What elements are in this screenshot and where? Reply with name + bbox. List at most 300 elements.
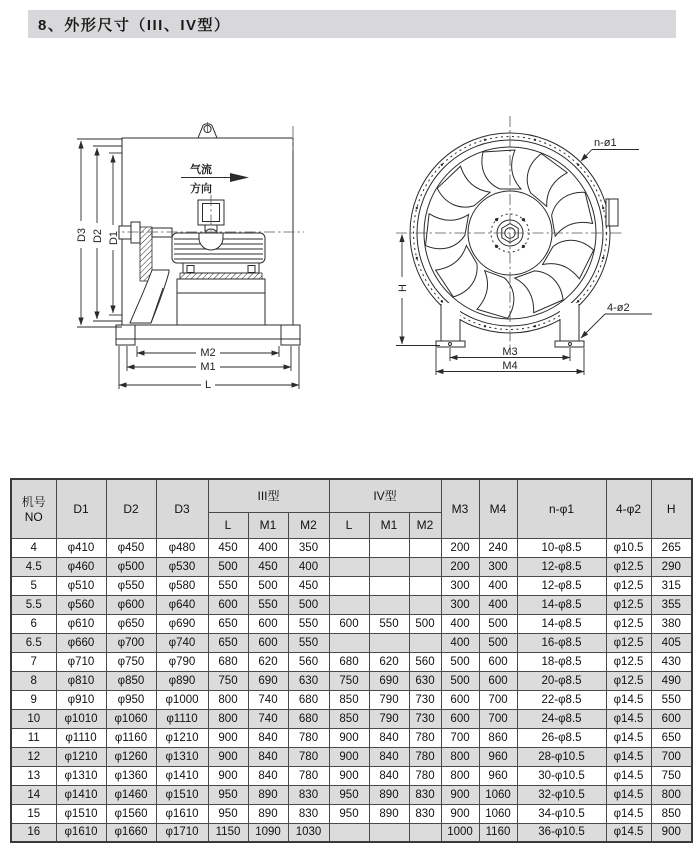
- table-cell: 900: [651, 823, 692, 842]
- table-cell: 790: [369, 709, 409, 728]
- table-cell: φ1210: [156, 728, 208, 747]
- table-cell: 700: [651, 747, 692, 766]
- table-cell: 20-φ8.5: [517, 671, 606, 690]
- table-cell: [369, 633, 409, 652]
- table-cell: 680: [329, 652, 369, 671]
- table-cell: 900: [208, 747, 248, 766]
- table-cell: φ660: [56, 633, 106, 652]
- table-row: [11, 576, 692, 595]
- table-cell: 780: [409, 766, 441, 785]
- table-cell: 800: [441, 747, 479, 766]
- table-cell: 840: [369, 728, 409, 747]
- table-cell: 12-φ8.5: [517, 557, 606, 576]
- table-cell: 12-φ8.5: [517, 576, 606, 595]
- table-cell: φ410: [56, 538, 106, 557]
- table-cell: φ1410: [56, 785, 106, 804]
- junction-box-edge: [606, 199, 618, 226]
- table-cell: [369, 823, 409, 842]
- table-cell: 12: [11, 747, 56, 766]
- header-iv-m1: M1: [369, 512, 409, 538]
- dim-label-l: L: [204, 379, 212, 391]
- table-header: [11, 479, 692, 538]
- table-cell: 840: [248, 728, 288, 747]
- table-cell: φ500: [106, 557, 156, 576]
- table-cell: 900: [208, 728, 248, 747]
- header-d2: D2: [106, 479, 156, 538]
- table-cell: 700: [441, 728, 479, 747]
- table-cell: 780: [409, 728, 441, 747]
- table-cell: 315: [651, 576, 692, 595]
- header-m4: M4: [479, 479, 517, 538]
- table-cell: [329, 576, 369, 595]
- table-cell: 550: [651, 690, 692, 709]
- table-cell: 24-φ8.5: [517, 709, 606, 728]
- table-cell: 780: [288, 766, 329, 785]
- table-cell: [329, 633, 369, 652]
- table-cell: 700: [479, 709, 517, 728]
- table-cell: φ1000: [156, 690, 208, 709]
- table-row: [11, 747, 692, 766]
- table-row: [11, 785, 692, 804]
- table-cell: φ1660: [106, 823, 156, 842]
- table-cell: 26-φ8.5: [517, 728, 606, 747]
- table-cell: φ12.5: [606, 671, 651, 690]
- table-cell: φ14.5: [606, 690, 651, 709]
- table-cell: 960: [479, 747, 517, 766]
- table-cell: φ1110: [156, 709, 208, 728]
- table-cell: 600: [208, 595, 248, 614]
- table-cell: 750: [208, 671, 248, 690]
- table-cell: φ14.5: [606, 766, 651, 785]
- table-cell: φ1010: [56, 709, 106, 728]
- table-cell: 600: [479, 652, 517, 671]
- table-cell: [329, 538, 369, 557]
- table-cell: 680: [288, 690, 329, 709]
- table-cell: 5: [11, 576, 56, 595]
- table-cell: 32-φ10.5: [517, 785, 606, 804]
- table-cell: 200: [441, 557, 479, 576]
- table-cell: 800: [208, 709, 248, 728]
- dim-label-m1: M1: [200, 361, 216, 373]
- table-cell: [409, 557, 441, 576]
- table-cell: 740: [248, 690, 288, 709]
- table-cell: φ530: [156, 557, 208, 576]
- header-iii-l: L: [208, 512, 248, 538]
- hub-and-support: [119, 222, 172, 323]
- dim-label-d3: D3: [76, 227, 88, 243]
- table-cell: 300: [441, 595, 479, 614]
- table-cell: 900: [208, 766, 248, 785]
- table-cell: 630: [409, 671, 441, 690]
- table-cell: φ14.5: [606, 823, 651, 842]
- table-cell: 890: [248, 804, 288, 823]
- header-m3: M3: [441, 479, 479, 538]
- table-cell: φ610: [56, 614, 106, 633]
- dim-label-d2: D2: [92, 228, 104, 244]
- table-cell: [409, 633, 441, 652]
- dimension-drawing: [0, 55, 700, 475]
- table-cell: 400: [441, 614, 479, 633]
- table-cell: 650: [651, 728, 692, 747]
- table-cell: 1030: [288, 823, 329, 842]
- motor: [172, 233, 265, 325]
- table-cell: [329, 557, 369, 576]
- table-cell: 10: [11, 709, 56, 728]
- table-cell: φ690: [156, 614, 208, 633]
- table-cell: φ580: [156, 576, 208, 595]
- table-cell: 450: [288, 576, 329, 595]
- table-cell: 34-φ10.5: [517, 804, 606, 823]
- table-cell: 265: [651, 538, 692, 557]
- table-cell: 830: [409, 804, 441, 823]
- front-bottom-dimensions: [436, 346, 584, 375]
- table-cell: [409, 576, 441, 595]
- table-cell: 600: [329, 614, 369, 633]
- table-cell: 780: [409, 747, 441, 766]
- table-cell: 700: [479, 690, 517, 709]
- table-row: [11, 652, 692, 671]
- table-cell: 850: [329, 709, 369, 728]
- table-cell: 650: [208, 633, 248, 652]
- table-cell: [409, 538, 441, 557]
- table-cell: 550: [208, 576, 248, 595]
- table-cell: φ12.5: [606, 557, 651, 576]
- table-cell: 5.5: [11, 595, 56, 614]
- table-cell: φ810: [56, 671, 106, 690]
- table-cell: φ700: [106, 633, 156, 652]
- section-title-bar: [28, 10, 676, 38]
- table-cell: φ480: [156, 538, 208, 557]
- table-cell: 18-φ8.5: [517, 652, 606, 671]
- table-cell: 900: [329, 747, 369, 766]
- header-n-phi1: n-φ1: [517, 479, 606, 538]
- table-cell: φ12.5: [606, 633, 651, 652]
- table-cell: 450: [208, 538, 248, 557]
- table-cell: 600: [248, 614, 288, 633]
- table-row: [11, 633, 692, 652]
- table-row: [11, 671, 692, 690]
- table-cell: 960: [479, 766, 517, 785]
- table-cell: 830: [288, 804, 329, 823]
- table-cell: 400: [479, 595, 517, 614]
- table-cell: 890: [248, 785, 288, 804]
- table-cell: φ12.5: [606, 595, 651, 614]
- table-cell: [409, 823, 441, 842]
- table-cell: φ1460: [106, 785, 156, 804]
- table-cell: 28-φ10.5: [517, 747, 606, 766]
- header-iii-m2: M2: [288, 512, 329, 538]
- table-cell: 1060: [479, 804, 517, 823]
- header-iii-m1: M1: [248, 512, 288, 538]
- table-cell: 830: [409, 785, 441, 804]
- table-cell: 630: [288, 671, 329, 690]
- table-cell: φ890: [156, 671, 208, 690]
- dim-label-m3: M3: [502, 346, 518, 358]
- table-cell: 830: [288, 785, 329, 804]
- table-cell: 800: [651, 785, 692, 804]
- table-cell: φ14.5: [606, 747, 651, 766]
- airflow-direction: [181, 162, 249, 195]
- dimension-table: [10, 478, 693, 843]
- table-cell: φ14.5: [606, 785, 651, 804]
- table-cell: 300: [479, 557, 517, 576]
- table-cell: 900: [329, 766, 369, 785]
- table-cell: 355: [651, 595, 692, 614]
- table-cell: 690: [248, 671, 288, 690]
- callout-n-hole: n-ø1: [594, 137, 617, 149]
- table-cell: 240: [479, 538, 517, 557]
- table-cell: φ12.5: [606, 652, 651, 671]
- h-dimension: [395, 235, 440, 346]
- table-cell: 500: [479, 633, 517, 652]
- table-cell: [369, 576, 409, 595]
- table-cell: 1000: [441, 823, 479, 842]
- table-cell: 300: [441, 576, 479, 595]
- table-cell: φ450: [106, 538, 156, 557]
- table-cell: [369, 538, 409, 557]
- dim-label-d1: D1: [108, 230, 120, 246]
- table-cell: 400: [248, 538, 288, 557]
- table-cell: 750: [329, 671, 369, 690]
- table-cell: φ790: [156, 652, 208, 671]
- table-row: [11, 595, 692, 614]
- table-cell: 350: [288, 538, 329, 557]
- table-cell: 14: [11, 785, 56, 804]
- dim-label-m4: M4: [502, 360, 518, 372]
- table-cell: 1060: [479, 785, 517, 804]
- table-cell: 600: [479, 671, 517, 690]
- table-cell: 8: [11, 671, 56, 690]
- diameter-dimensions: [73, 139, 122, 327]
- table-cell: φ1410: [156, 766, 208, 785]
- table-cell: 680: [208, 652, 248, 671]
- header-no-line1: 机号: [21, 495, 46, 510]
- table-cell: 800: [441, 766, 479, 785]
- table-cell: 290: [651, 557, 692, 576]
- table-cell: 600: [441, 690, 479, 709]
- table-cell: 850: [329, 690, 369, 709]
- table-cell: 840: [248, 766, 288, 785]
- table-cell: 430: [651, 652, 692, 671]
- header-type-iii: III型: [208, 479, 329, 512]
- table-cell: 14-φ8.5: [517, 614, 606, 633]
- table-cell: 9: [11, 690, 56, 709]
- table-row: [11, 557, 692, 576]
- table-cell: φ1310: [156, 747, 208, 766]
- header-no: [11, 479, 56, 538]
- table-cell: 7: [11, 652, 56, 671]
- table-cell: 890: [369, 804, 409, 823]
- table-cell: 950: [329, 804, 369, 823]
- table-cell: φ1160: [106, 728, 156, 747]
- table-cell: φ560: [56, 595, 106, 614]
- table-cell: φ1360: [106, 766, 156, 785]
- table-cell: φ710: [56, 652, 106, 671]
- table-cell: φ640: [156, 595, 208, 614]
- table-cell: 11: [11, 728, 56, 747]
- airflow-label-bottom: 方向: [190, 183, 212, 195]
- table-cell: φ12.5: [606, 576, 651, 595]
- table-cell: 500: [441, 652, 479, 671]
- table-cell: 30-φ10.5: [517, 766, 606, 785]
- table-cell: 620: [369, 652, 409, 671]
- table-cell: 890: [369, 785, 409, 804]
- header-4-phi2: 4-φ2: [606, 479, 651, 538]
- table-cell: φ1560: [106, 804, 156, 823]
- table-row: [11, 614, 692, 633]
- table-cell: φ850: [106, 671, 156, 690]
- table-cell: 16-φ8.5: [517, 633, 606, 652]
- table-cell: 6: [11, 614, 56, 633]
- table-cell: 780: [288, 747, 329, 766]
- header-type-iv: IV型: [329, 479, 441, 512]
- table-cell: 1090: [248, 823, 288, 842]
- table-cell: 400: [441, 633, 479, 652]
- dim-label-h: H: [397, 284, 409, 292]
- header-h: H: [651, 479, 692, 538]
- table-cell: φ740: [156, 633, 208, 652]
- table-cell: 950: [208, 804, 248, 823]
- callout-four-hole: 4-ø2: [607, 302, 630, 314]
- table-cell: 36-φ10.5: [517, 823, 606, 842]
- table-row: [11, 709, 692, 728]
- table-cell: φ1110: [56, 728, 106, 747]
- table-cell: 900: [329, 728, 369, 747]
- table-cell: φ1610: [56, 823, 106, 842]
- table-row: [11, 766, 692, 785]
- table-cell: 15: [11, 804, 56, 823]
- table-cell: 16: [11, 823, 56, 842]
- table-cell: [369, 557, 409, 576]
- table-cell: 730: [409, 709, 441, 728]
- table-cell: 800: [208, 690, 248, 709]
- table-cell: 400: [288, 557, 329, 576]
- table-cell: 450: [248, 557, 288, 576]
- table-cell: 500: [208, 557, 248, 576]
- base-frame: [116, 325, 300, 345]
- table-cell: 560: [288, 652, 329, 671]
- table-cell: φ600: [106, 595, 156, 614]
- table-cell: 600: [651, 709, 692, 728]
- table-cell: φ1210: [56, 747, 106, 766]
- airflow-label-top: 气流: [190, 164, 212, 176]
- table-cell: 6.5: [11, 633, 56, 652]
- table-cell: 600: [248, 633, 288, 652]
- table-cell: 4.5: [11, 557, 56, 576]
- table-body: [11, 538, 692, 842]
- table-cell: 860: [479, 728, 517, 747]
- table-cell: φ1610: [156, 804, 208, 823]
- fan-side-view: [73, 122, 304, 391]
- table-cell: 900: [441, 785, 479, 804]
- table-cell: 1160: [479, 823, 517, 842]
- table-cell: 900: [441, 804, 479, 823]
- table-cell: 22-φ8.5: [517, 690, 606, 709]
- table-cell: 950: [208, 785, 248, 804]
- airflow-arrow-icon: [230, 173, 249, 182]
- table-cell: [329, 595, 369, 614]
- table-cell: 730: [409, 690, 441, 709]
- fan-front-view: [395, 116, 652, 375]
- table-cell: 600: [441, 709, 479, 728]
- header-iv-m2: M2: [409, 512, 441, 538]
- table-cell: 550: [248, 595, 288, 614]
- table-cell: 780: [288, 728, 329, 747]
- table-cell: 840: [369, 747, 409, 766]
- lifting-eye-icon: [198, 122, 217, 138]
- table-cell: φ950: [106, 690, 156, 709]
- table-cell: [369, 595, 409, 614]
- table-cell: 500: [248, 576, 288, 595]
- table-cell: 550: [288, 633, 329, 652]
- table-cell: 14-φ8.5: [517, 595, 606, 614]
- table-cell: 560: [409, 652, 441, 671]
- table-cell: 620: [248, 652, 288, 671]
- header-d3: D3: [156, 479, 208, 538]
- table-cell: φ12.5: [606, 614, 651, 633]
- table-cell: 500: [288, 595, 329, 614]
- table-cell: φ1310: [56, 766, 106, 785]
- table-cell: 680: [288, 709, 329, 728]
- table-cell: 500: [441, 671, 479, 690]
- table-cell: φ1710: [156, 823, 208, 842]
- table-cell: 740: [248, 709, 288, 728]
- table-cell: φ1510: [56, 804, 106, 823]
- table-cell: 490: [651, 671, 692, 690]
- table-cell: 10-φ8.5: [517, 538, 606, 557]
- table-cell: φ510: [56, 576, 106, 595]
- table-cell: 950: [329, 785, 369, 804]
- table-cell: 550: [369, 614, 409, 633]
- table-cell: 13: [11, 766, 56, 785]
- table-cell: 690: [369, 671, 409, 690]
- table-cell: 400: [479, 576, 517, 595]
- section-title: 8、外形尺寸（III、IV型）: [38, 16, 231, 34]
- hole-callouts: [581, 137, 652, 338]
- table-cell: φ650: [106, 614, 156, 633]
- table-cell: φ14.5: [606, 728, 651, 747]
- side-bottom-dimensions: [119, 345, 299, 391]
- table-cell: 1150: [208, 823, 248, 842]
- table-cell: φ460: [56, 557, 106, 576]
- table-cell: φ910: [56, 690, 106, 709]
- table-cell: 380: [651, 614, 692, 633]
- table-cell: φ14.5: [606, 709, 651, 728]
- table-cell: 200: [441, 538, 479, 557]
- table-cell: 850: [651, 804, 692, 823]
- table-cell: [409, 595, 441, 614]
- table-cell: φ1260: [106, 747, 156, 766]
- table-cell: φ550: [106, 576, 156, 595]
- table-row: [11, 823, 692, 842]
- table-cell: 790: [369, 690, 409, 709]
- table-cell: 650: [208, 614, 248, 633]
- header-no-line2: NO: [24, 510, 43, 525]
- table-row: [11, 728, 692, 747]
- table-cell: φ14.5: [606, 804, 651, 823]
- table-cell: 840: [369, 766, 409, 785]
- table-cell: 500: [479, 614, 517, 633]
- header-d1: D1: [56, 479, 106, 538]
- table-cell: 550: [288, 614, 329, 633]
- table-cell: 750: [651, 766, 692, 785]
- table-cell: 405: [651, 633, 692, 652]
- table-cell: 4: [11, 538, 56, 557]
- table-cell: 500: [409, 614, 441, 633]
- table-row: [11, 804, 692, 823]
- table-cell: 840: [248, 747, 288, 766]
- table-row: [11, 538, 692, 557]
